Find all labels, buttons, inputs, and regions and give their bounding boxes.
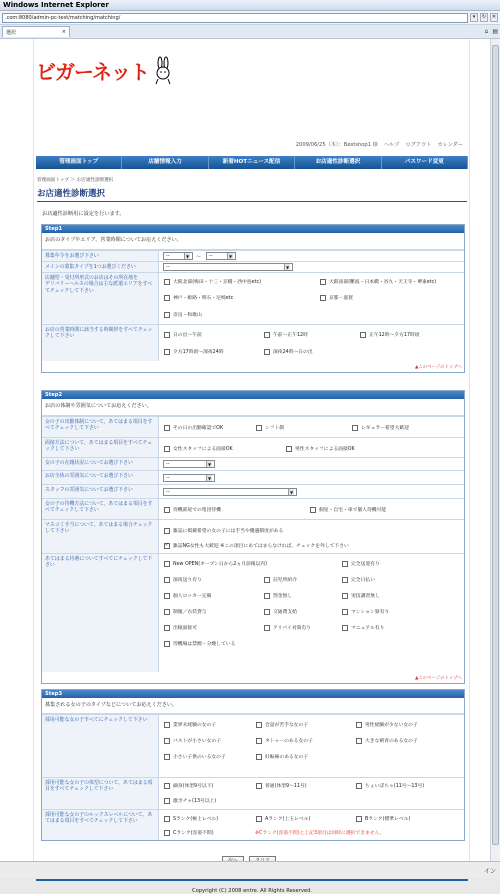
- girltype-label: 会話が苦手な女の子: [265, 723, 309, 728]
- step2-shift-row: [42, 416, 464, 437]
- enrollment-select[interactable]: [163, 460, 215, 468]
- step2-enrollment-row: [42, 457, 464, 470]
- interview-opt-1[interactable]: [164, 445, 233, 452]
- nav-admin-top[interactable]: 管理画面トップ: [36, 156, 122, 169]
- dropdown-icon[interactable]: ▾: [470, 13, 478, 22]
- step3-heading: Step3: [42, 690, 464, 698]
- step2-media-label: マスコミ手当について、あてはまる場合チェックして下さい: [42, 520, 159, 553]
- step2-staff-row: [42, 484, 464, 498]
- checkbox-icon[interactable]: [286, 446, 292, 452]
- step2-media-row: [42, 519, 464, 553]
- step1-age-row: [42, 250, 464, 261]
- bodytype-opt-3[interactable]: [356, 782, 424, 789]
- page-viewport: [0, 39, 490, 894]
- benefit-label: New OPEN(オープン日から2ヵ月前後以内): [173, 562, 267, 567]
- girltype-opt-5[interactable]: [256, 737, 313, 744]
- checkbox-icon[interactable]: [356, 722, 362, 728]
- tab-bar: [0, 25, 500, 39]
- checkbox-icon[interactable]: [356, 816, 362, 822]
- checkbox-icon[interactable]: [164, 754, 170, 760]
- calendar-link[interactable]: カレンダー: [437, 142, 463, 148]
- checkbox-icon[interactable]: [256, 425, 262, 431]
- girltype-label: 業界未経験の女の子: [173, 723, 217, 728]
- chevron-down-icon: ▼: [228, 253, 233, 259]
- checkbox-icon[interactable]: [164, 722, 170, 728]
- checkbox-icon[interactable]: [320, 279, 326, 285]
- checkbox-checked-icon[interactable]: ✓: [164, 542, 170, 548]
- benefit-opt-1[interactable]: [164, 560, 267, 567]
- chevron-down-icon: ▼: [185, 253, 190, 259]
- age-separator: 〜: [196, 255, 201, 260]
- step3-body-label: 採用可能な女の子の体型について、あてはまる項目をすべてチェックして下さい: [42, 778, 159, 809]
- benefit-opt-10[interactable]: [264, 608, 297, 615]
- address-bar: [0, 11, 500, 25]
- benefit-opt-14[interactable]: [342, 624, 384, 631]
- step1-area-row: [42, 272, 464, 324]
- checkbox-icon[interactable]: [264, 593, 270, 599]
- area-kyoto[interactable]: [320, 294, 353, 301]
- looks-label: Cランク(容姿不問): [173, 831, 214, 836]
- area-label: 大阪南部(難波・日本橋・谷九・天王寺・堺東etc): [329, 280, 437, 285]
- chevron-down-icon: ▼: [207, 461, 212, 467]
- benefit-label: 完全送迎有り: [351, 562, 380, 567]
- wait-label: 待機部屋での集団待機: [173, 508, 221, 513]
- hours-label: 正午12時〜夕方17時頃: [369, 333, 420, 338]
- girltype-label: タトゥーのある女の子: [265, 739, 313, 744]
- hours-label: 日の出〜午前: [173, 333, 202, 338]
- step2-enrollment-label: 女の子の在籍状況についてお選び下さい: [42, 458, 159, 470]
- step3-looks-row: [42, 809, 464, 840]
- checkbox-icon[interactable]: [164, 295, 170, 301]
- benefit-opt-3[interactable]: [164, 576, 202, 583]
- checkbox-icon[interactable]: [164, 528, 170, 534]
- shift-label: シフト制: [265, 426, 285, 431]
- girltype-opt-1[interactable]: [164, 721, 216, 728]
- user-info: [296, 141, 463, 148]
- girltype-label: バストが小さい女の子: [173, 739, 221, 744]
- bodytype-opt-2[interactable]: [256, 782, 307, 789]
- checkbox-icon[interactable]: [342, 577, 348, 583]
- checkbox-icon[interactable]: [256, 738, 262, 744]
- benefit-opt-8[interactable]: [342, 592, 380, 599]
- help-link[interactable]: ヘルプ: [383, 142, 400, 148]
- wait-label: 個室・自宅・車で個人待機可能: [319, 508, 387, 513]
- browser-tab[interactable]: [2, 26, 70, 37]
- benefit-opt-13[interactable]: [264, 624, 311, 631]
- area-label: 京都・滋賀: [329, 296, 353, 301]
- page-top-link[interactable]: ▲このページのトップへ: [415, 676, 462, 681]
- logout-link[interactable]: ログアウト: [405, 142, 432, 148]
- close-icon[interactable]: ×: [61, 29, 66, 35]
- age-to-value: --: [209, 253, 213, 259]
- breadcrumb: 管理画面トップ ＞ お店適性診断選択: [37, 178, 114, 183]
- hours-label: 夕方17時頃〜深夜24時: [173, 350, 224, 355]
- checkbox-icon[interactable]: [264, 349, 270, 355]
- checkbox-icon[interactable]: [352, 425, 358, 431]
- girltype-opt-6[interactable]: [356, 737, 418, 744]
- age-from-value: --: [166, 253, 170, 259]
- benefit-label: 出稼面接可: [173, 626, 197, 631]
- step2-atmos-label: お店全体の雰囲気についてお選び下さい: [42, 471, 159, 484]
- area-label: 神戸・姫路・明石・尼崎etc: [173, 296, 234, 301]
- benefit-opt-4[interactable]: [264, 576, 297, 583]
- hours-eve-midnight[interactable]: [164, 348, 224, 355]
- step1-type-row: [42, 261, 464, 272]
- benefit-opt-11[interactable]: [342, 608, 389, 615]
- checkbox-icon[interactable]: [164, 507, 170, 513]
- chevron-down-icon: ▼: [289, 489, 294, 495]
- step1-desc: お店のタイプやエリア、営業時間についてお応えください。: [42, 233, 464, 250]
- step1-heading: Step1: [42, 225, 464, 233]
- browser-tools: [485, 28, 498, 35]
- scrollbar-thumb[interactable]: [492, 45, 499, 845]
- shift-opt-1[interactable]: [164, 424, 223, 431]
- girltype-label: 男性経験が少ない女の子: [365, 723, 418, 728]
- benefit-label: 実技講習無し: [351, 594, 380, 599]
- step1-hours-label: お店の営業時間に該当する時間帯をすべてチェックして下さい: [42, 325, 159, 361]
- benefit-label: 待機場は禁煙・分煙している: [173, 642, 236, 647]
- benefit-label: マニュアル有り: [351, 626, 385, 631]
- checkbox-icon[interactable]: [164, 816, 170, 822]
- interview-opt-2[interactable]: [286, 445, 355, 452]
- main-type-value: --: [166, 264, 170, 270]
- step2-interview-row: [42, 437, 464, 457]
- bodytype-label: 普通(体型9〜11号): [265, 784, 307, 789]
- area-nara[interactable]: [164, 311, 202, 318]
- benefit-label: 完全日払い: [351, 578, 375, 583]
- checkbox-icon[interactable]: [256, 754, 262, 760]
- bunny-mascot-icon: [152, 57, 174, 85]
- shift-opt-3[interactable]: [352, 424, 409, 431]
- benefit-opt-9[interactable]: [164, 608, 207, 615]
- step2-wait-label: 女の子の待機方法について、あてはまる項目をすべてチェックして下さい: [42, 499, 159, 519]
- enrollment-value: --: [166, 461, 170, 467]
- checkbox-icon[interactable]: [164, 561, 170, 567]
- checkbox-icon[interactable]: [164, 798, 170, 804]
- address-input[interactable]: .com:8080/admin-pc-test/matching/matching/: [2, 13, 468, 23]
- girltype-opt-3[interactable]: [356, 721, 418, 728]
- bodytype-label: 激ポチャ(13号以上): [173, 799, 217, 804]
- nav-password[interactable]: パスワード変更: [382, 156, 468, 169]
- step2-benefits-row: [42, 553, 464, 672]
- checkbox-icon[interactable]: [264, 609, 270, 615]
- checkbox-icon[interactable]: [356, 738, 362, 744]
- atmosphere-value: --: [166, 475, 170, 481]
- looks-opt-4[interactable]: [164, 829, 214, 836]
- checkbox-icon[interactable]: [164, 425, 170, 431]
- girltype-opt-2[interactable]: [256, 721, 308, 728]
- benefit-opt-5[interactable]: [342, 576, 375, 583]
- looks-opt-1[interactable]: [164, 815, 218, 822]
- status-bar: [0, 861, 500, 878]
- bodytype-label: 細身(体型9号以下): [173, 784, 214, 789]
- step3-section: [41, 689, 465, 841]
- step3-looks-label: 採用可能な女の子のルックスレベルについて、あてはまる項目をすべてチェックして下さい: [42, 810, 159, 840]
- checkbox-icon[interactable]: [164, 577, 170, 583]
- checkbox-icon[interactable]: [164, 783, 170, 789]
- benefit-label: マンション寮有り: [351, 610, 390, 615]
- step2-shift-label: 女の子の出勤体制について、あてはまる項目をすべてチェックして下さい: [42, 417, 159, 437]
- step1-hours-row: [42, 324, 464, 361]
- bodytype-opt-1[interactable]: [164, 782, 213, 789]
- benefit-opt-15[interactable]: [164, 640, 235, 647]
- step2-section: [41, 390, 465, 684]
- shift-label: レギュラー希望大歓迎: [361, 426, 409, 431]
- area-label: 奈良・和歌山: [173, 313, 202, 318]
- girltype-label: 大きな刺青のある女の子: [365, 739, 418, 744]
- age-to-select[interactable]: [206, 252, 236, 260]
- benefit-opt-12[interactable]: [164, 624, 197, 631]
- benefit-opt-2[interactable]: [342, 560, 380, 567]
- looks-warning-note: ※Cランク(容姿不問)と上記3項目は同時に選択できません。: [255, 831, 385, 836]
- bodytype-opt-4[interactable]: [164, 797, 216, 804]
- chevron-down-icon: ▼: [285, 264, 290, 270]
- wait-opt-2[interactable]: [310, 506, 386, 513]
- intro-text: お店適性診断用に設定を行います。: [42, 211, 125, 217]
- benefit-label: 深夜送り有り: [173, 578, 202, 583]
- checkbox-icon[interactable]: [164, 830, 170, 836]
- media-opt-2[interactable]: [164, 542, 349, 549]
- hours-midnight-dawn[interactable]: [264, 348, 313, 355]
- area-label: 大阪北部(梅田・十三・京橋・西中島etc): [173, 280, 261, 285]
- checkbox-icon[interactable]: [164, 446, 170, 452]
- wait-opt-1[interactable]: [164, 506, 221, 513]
- atmosphere-select[interactable]: [163, 474, 215, 482]
- checkbox-icon[interactable]: [164, 332, 170, 338]
- benefit-label: 制服／衣装貸与: [173, 610, 207, 615]
- hours-noon-eve[interactable]: [360, 331, 420, 338]
- checkbox-icon[interactable]: [256, 816, 262, 822]
- stop-icon[interactable]: ✕: [491, 14, 497, 20]
- checkbox-icon[interactable]: [342, 625, 348, 631]
- hours-am-noon[interactable]: [264, 331, 308, 338]
- checkbox-icon[interactable]: [164, 593, 170, 599]
- staff-select[interactable]: [163, 488, 297, 496]
- nav-diagnosis[interactable]: お店適性診断選択: [295, 156, 381, 169]
- nav-store-info[interactable]: 店舗情報入力: [122, 156, 208, 169]
- step3-body-row: [42, 777, 464, 809]
- hours-label: 深夜24時〜日の出: [273, 350, 313, 355]
- user-line: 2009/06/25（木）：Bestshop1 様: [295, 142, 378, 148]
- step1-age-label: 募集年令をお選び下さい: [42, 251, 159, 261]
- benefit-label: 交通費支給: [273, 610, 297, 615]
- tab-label: 選択: [6, 30, 17, 36]
- step1-section: [41, 224, 465, 373]
- page-top-link[interactable]: ▲このページのトップへ: [415, 365, 462, 370]
- looks-label: Sランク(極上レベル): [173, 817, 219, 822]
- checkbox-icon[interactable]: [164, 609, 170, 615]
- girltype-opt-7[interactable]: [164, 753, 226, 760]
- checkbox-icon[interactable]: [164, 738, 170, 744]
- checkbox-icon[interactable]: [256, 722, 262, 728]
- area-osaka-south[interactable]: [320, 278, 436, 285]
- checkbox-icon[interactable]: [164, 349, 170, 355]
- girltype-label: 小さい子供のいる女の子: [173, 755, 226, 760]
- looks-opt-2[interactable]: [256, 815, 310, 822]
- shift-opt-2[interactable]: [256, 424, 284, 431]
- step2-interview-label: 面接方法について、あてはまる項目をすべてチェックして下さい: [42, 438, 159, 457]
- media-opt-1[interactable]: [164, 527, 283, 534]
- footer-copyright: Copyright (C) 2008 entre. All Rights Reserved.: [36, 879, 468, 894]
- checkbox-icon[interactable]: [320, 295, 326, 301]
- hours-dawn-am[interactable]: [164, 331, 202, 338]
- home-icon[interactable]: ⌂: [484, 28, 489, 35]
- window-title: Windows Internet Explorer: [3, 1, 109, 9]
- girltype-opt-4[interactable]: [164, 737, 221, 744]
- checkbox-icon[interactable]: [356, 783, 362, 789]
- bodytype-label: ちょいぽちゃ(11号〜13号): [365, 784, 425, 789]
- browser-titlebar: [0, 0, 500, 11]
- step1-type-label: メインの募集タイプを1つお選びください: [42, 262, 159, 272]
- looks-label: Aランク(上玉レベル): [265, 817, 311, 822]
- chevron-down-icon: ▼: [207, 475, 212, 481]
- checkbox-icon[interactable]: [164, 625, 170, 631]
- hours-label: 午前〜正午12時: [273, 333, 308, 338]
- benefit-opt-6[interactable]: [164, 592, 211, 599]
- feed-icon[interactable]: ▤: [492, 28, 498, 35]
- vertical-scrollbar[interactable]: [490, 39, 500, 861]
- step2-staff-label: スタッフの雰囲気についてお選び下さい: [42, 485, 159, 498]
- nav-hot-news[interactable]: 新着HOTニュース配信: [209, 156, 295, 169]
- step3-type-row: [42, 714, 464, 777]
- main-type-select[interactable]: [163, 263, 293, 271]
- checkbox-icon[interactable]: [342, 561, 348, 567]
- step3-desc: 募集される女の子のタイプなどについてお応えください。: [42, 698, 464, 714]
- interview-label: 男性スタッフによる面接OK: [295, 447, 355, 452]
- step2-atmos-row: [42, 470, 464, 484]
- media-label: 雑誌NG女性も大歓迎 ※この項目にあてはまらなければ、チェックを外して下さい: [173, 544, 349, 549]
- site-logo[interactable]: [36, 56, 174, 85]
- staff-value: --: [166, 489, 170, 495]
- shift-label: その日の出勤確認でOK: [173, 426, 224, 431]
- step1-area-label: 店舗型・受付所形式のお店はその所在地を デリバリーヘルスの場合は主な派遣エリアをすべてチェックして下さい: [42, 273, 159, 324]
- refresh-icon[interactable]: ↻: [481, 14, 487, 20]
- checkbox-icon[interactable]: [342, 609, 348, 615]
- step3-type-label: 採用可能な女の子すべてにチェックして下さい: [42, 715, 159, 777]
- looks-opt-3[interactable]: [356, 815, 410, 822]
- benefit-label: 個人ロッカー完備: [173, 594, 212, 599]
- age-from-select[interactable]: [163, 252, 193, 260]
- media-label: 雑誌に掲載希望の女の子には手当や優遇制度がある: [173, 529, 284, 534]
- step2-desc: お店の体制や雰囲気についてお応えください。: [42, 399, 464, 416]
- logo-text: ビガーネット: [36, 60, 149, 84]
- girltype-opt-8[interactable]: [256, 753, 308, 760]
- checkbox-icon[interactable]: [264, 332, 270, 338]
- checkbox-icon[interactable]: [164, 641, 170, 647]
- girltype-label: 妊娠線のある女の子: [265, 755, 309, 760]
- checkbox-icon[interactable]: [264, 577, 270, 583]
- step2-wait-row: [42, 498, 464, 519]
- benefit-label: 託児所紹介: [273, 578, 297, 583]
- step2-heading: Step2: [42, 391, 464, 399]
- area-osaka-north[interactable]: [164, 278, 261, 285]
- checkbox-icon[interactable]: [310, 507, 316, 513]
- checkbox-icon[interactable]: [164, 279, 170, 285]
- checkbox-icon[interactable]: [360, 332, 366, 338]
- benefit-opt-7[interactable]: [264, 592, 292, 599]
- checkbox-icon[interactable]: [264, 625, 270, 631]
- step2-benefits-label: あてはまる待遇についてすべてにチェックして下さい: [42, 554, 159, 672]
- page-title: お店適性診断選択: [37, 187, 467, 202]
- benefit-label: 罰金無し: [273, 594, 293, 599]
- status-text: イン: [483, 867, 496, 875]
- checkbox-icon[interactable]: [342, 593, 348, 599]
- looks-label: Bランク(標準レベル): [365, 817, 411, 822]
- area-kobe[interactable]: [164, 294, 233, 301]
- checkbox-icon[interactable]: [256, 783, 262, 789]
- page-container: [33, 39, 470, 894]
- main-nav: [36, 156, 468, 169]
- interview-label: 女性スタッフによる面接OK: [173, 447, 233, 452]
- benefit-label: アリバイ対策有り: [273, 626, 312, 631]
- checkbox-icon[interactable]: [164, 312, 170, 318]
